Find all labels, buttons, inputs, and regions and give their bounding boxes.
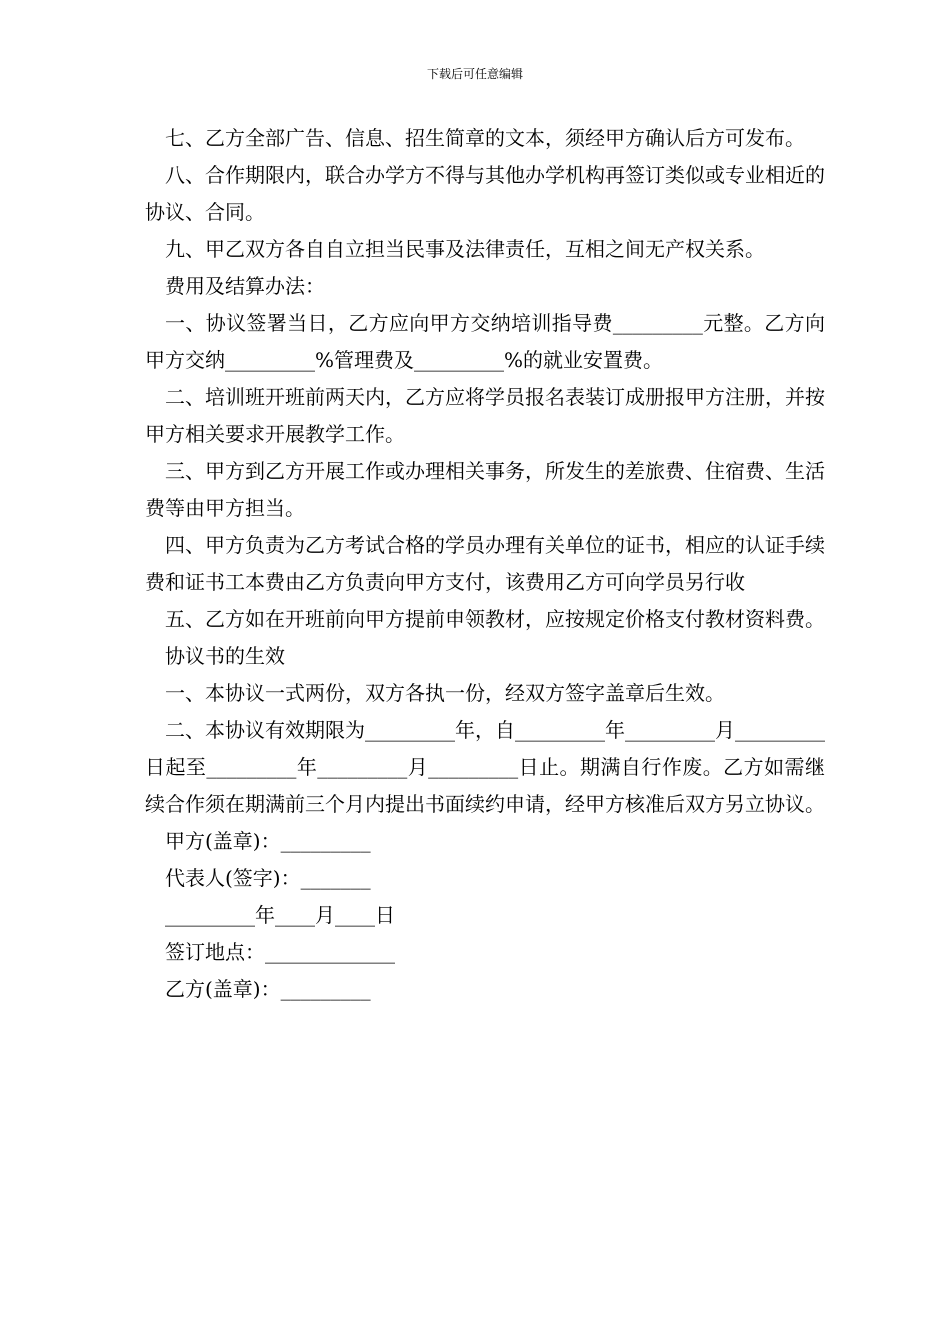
section-heading-fees: 费用及结算办法： <box>165 274 325 298</box>
fee-clause-three: 三、甲方到乙方开展工作或办理相关事务，所发生的差旅费、住宿费、生活费等由甲方担当。 <box>145 459 825 520</box>
fee-clause-five: 五、乙方如在开班前向甲方提前申领教材，应按规定价格支付教材资料费。 <box>165 607 825 631</box>
clause-nine: 九、甲乙双方各自自立担当民事及法律责任，互相之间无产权关系。 <box>165 237 765 261</box>
page-header: 下载后可任意编辑 <box>426 67 523 81</box>
signing-location-line: 签订地点：_____________ <box>165 940 395 964</box>
fee-clause-four: 四、甲方负责为乙方考试合格的学员办理有关单位的证书，相应的认证手续费和证书工本费由乙方负责向甲方支付，该费用乙方可向学员另行收 <box>145 533 825 594</box>
clause-eight: 八、合作期限内，联合办学方不得与其他办学机构再签订类似或专业相近的协议、合同。 <box>145 163 825 224</box>
fee-clause-one: 一、协议签署当日，乙方应向甲方交纳培训指导费_________元整。乙方向甲方交纳_________%管理费及_________%的就业安置费。 <box>145 311 825 372</box>
fee-clause-two: 二、培训班开班前两天内，乙方应将学员报名表装订成册报甲方注册，并按甲方相关要求开展教学工作。 <box>145 385 825 446</box>
effect-clause-two: 二、本协议有效期限为_________年，自_________年_________月_________日起至_________年_________月_________日止。期满自行作废。乙方如需继续合作须在期满前三个月内提出书面续约申请，经甲方核准后双方另立协议。 <box>145 718 825 816</box>
party-a-seal-line: 甲方(盖章)：_________ <box>165 829 371 853</box>
representative-signature-line: 代表人(签字)：_______ <box>165 866 371 890</box>
date-line: _________年____月____日 <box>165 903 395 927</box>
effect-clause-one: 一、本协议一式两份，双方各执一份，经双方签字盖章后生效。 <box>165 681 725 705</box>
party-b-seal-line: 乙方(盖章)：_________ <box>165 977 371 1001</box>
clause-seven: 七、乙方全部广告、信息、招生简章的文本，须经甲方确认后方可发布。 <box>165 126 805 150</box>
document-body <box>145 120 825 1008</box>
section-heading-effect: 协议书的生效 <box>165 644 285 668</box>
